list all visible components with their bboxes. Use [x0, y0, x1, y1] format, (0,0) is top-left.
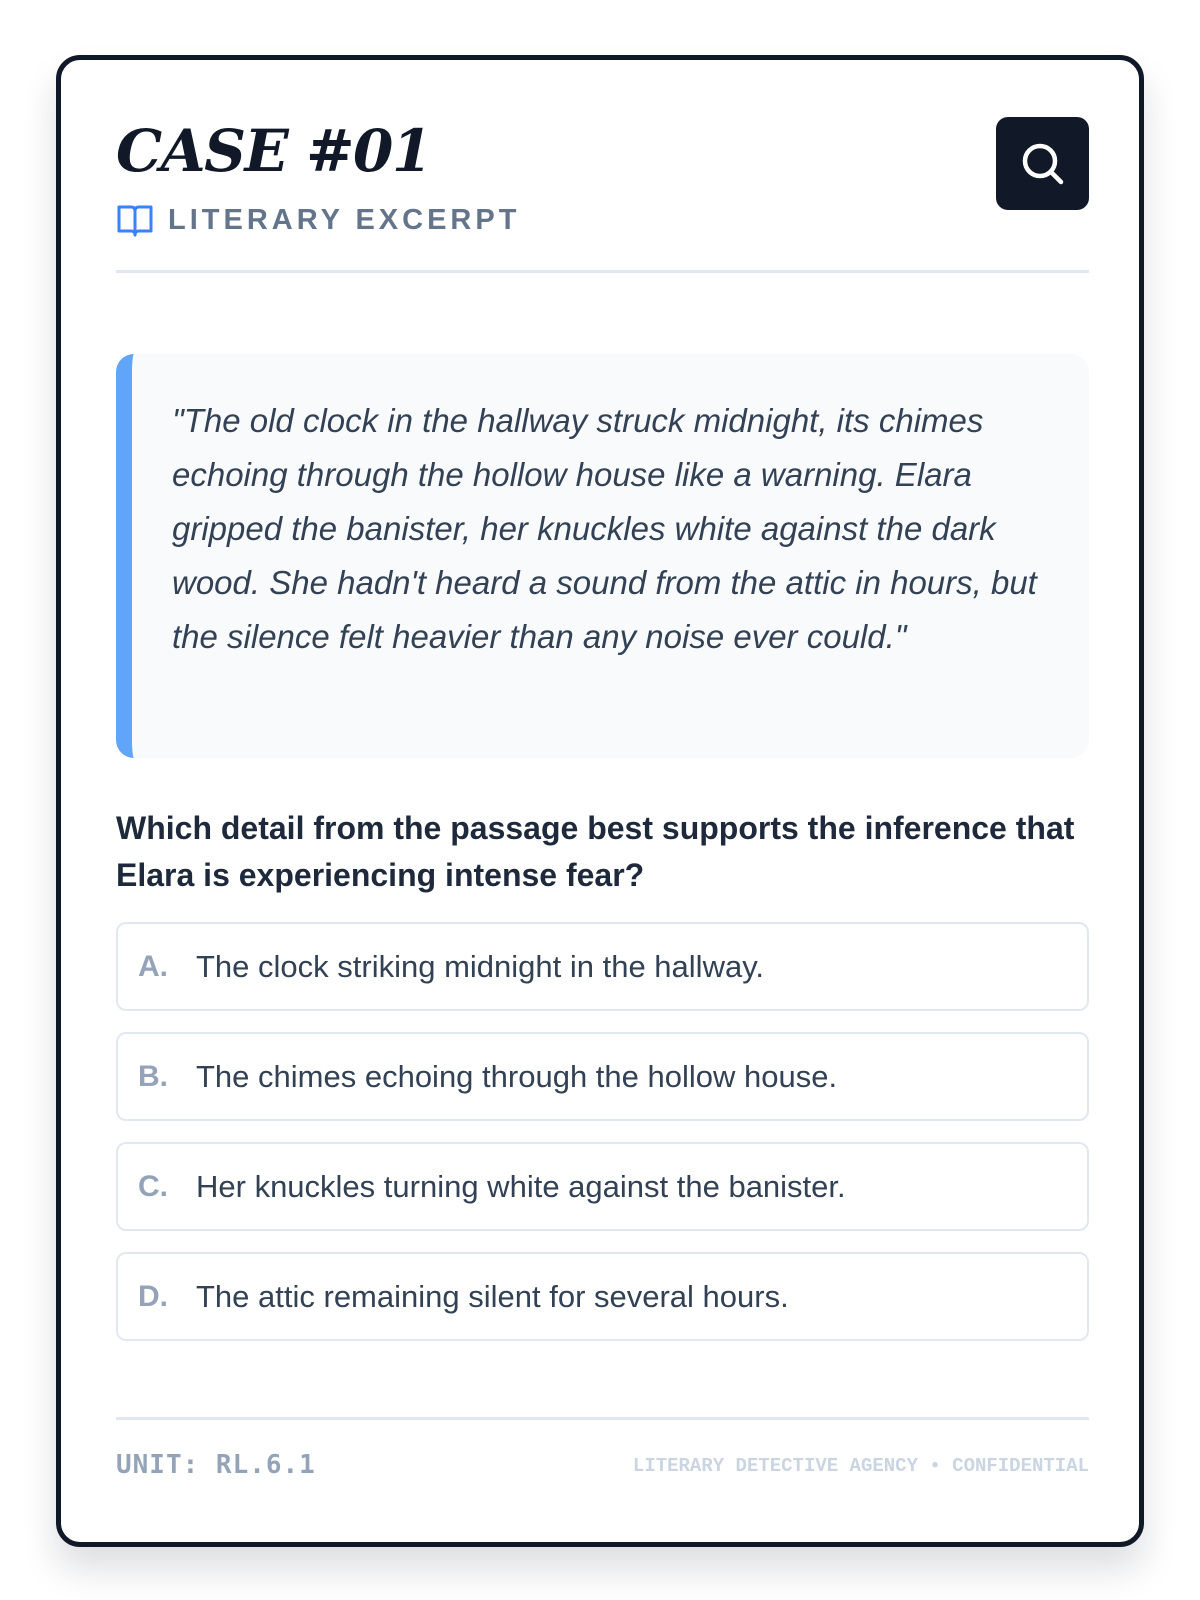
- option-letter: C.: [138, 1169, 168, 1203]
- option-c[interactable]: [116, 1142, 1089, 1231]
- unit-code: UNIT: RL.6.1: [116, 1450, 316, 1480]
- case-card: [56, 55, 1144, 1547]
- case-subtitle: [116, 200, 520, 240]
- option-text: The attic remaining silent for several hours.: [196, 1278, 789, 1314]
- case-title: CASE #01: [116, 117, 431, 185]
- card-content: [116, 60, 1089, 1542]
- search-icon: [1019, 140, 1067, 188]
- agency-label: LITERARY DETECTIVE AGENCY • CONFIDENTIAL: [632, 1455, 1089, 1477]
- search-button[interactable]: [996, 117, 1089, 210]
- literary-excerpt: [116, 354, 1089, 758]
- option-letter: A.: [138, 949, 168, 983]
- book-open-icon: [116, 203, 154, 237]
- option-text: The chimes echoing through the hollow house.: [196, 1058, 838, 1094]
- excerpt-text: "The old clock in the hallway struck midnight, its chimes echoing through the hollow house like a warning. Elara gripped the banister, her knuckles white against the dark wood. She hadn't heard a sound from the attic in hours, but the silence felt heavier than any noise ever could.": [172, 402, 1037, 655]
- option-d[interactable]: [116, 1252, 1089, 1341]
- option-a[interactable]: [116, 922, 1089, 1011]
- option-letter: B.: [138, 1059, 168, 1093]
- option-text: The clock striking midnight in the hallway.: [196, 948, 765, 984]
- question-prompt: Which detail from the passage best supports the inference that Elara is experiencing intense fear?: [116, 810, 1075, 893]
- subtitle-label: LITERARY EXCERPT: [168, 203, 521, 236]
- card-header: [116, 60, 1089, 273]
- option-letter: D.: [138, 1279, 168, 1313]
- card-footer: [116, 1417, 1089, 1480]
- option-b[interactable]: [116, 1032, 1089, 1121]
- answer-options: [116, 922, 1089, 1362]
- option-text: Her knuckles turning white against the banister.: [196, 1168, 846, 1204]
